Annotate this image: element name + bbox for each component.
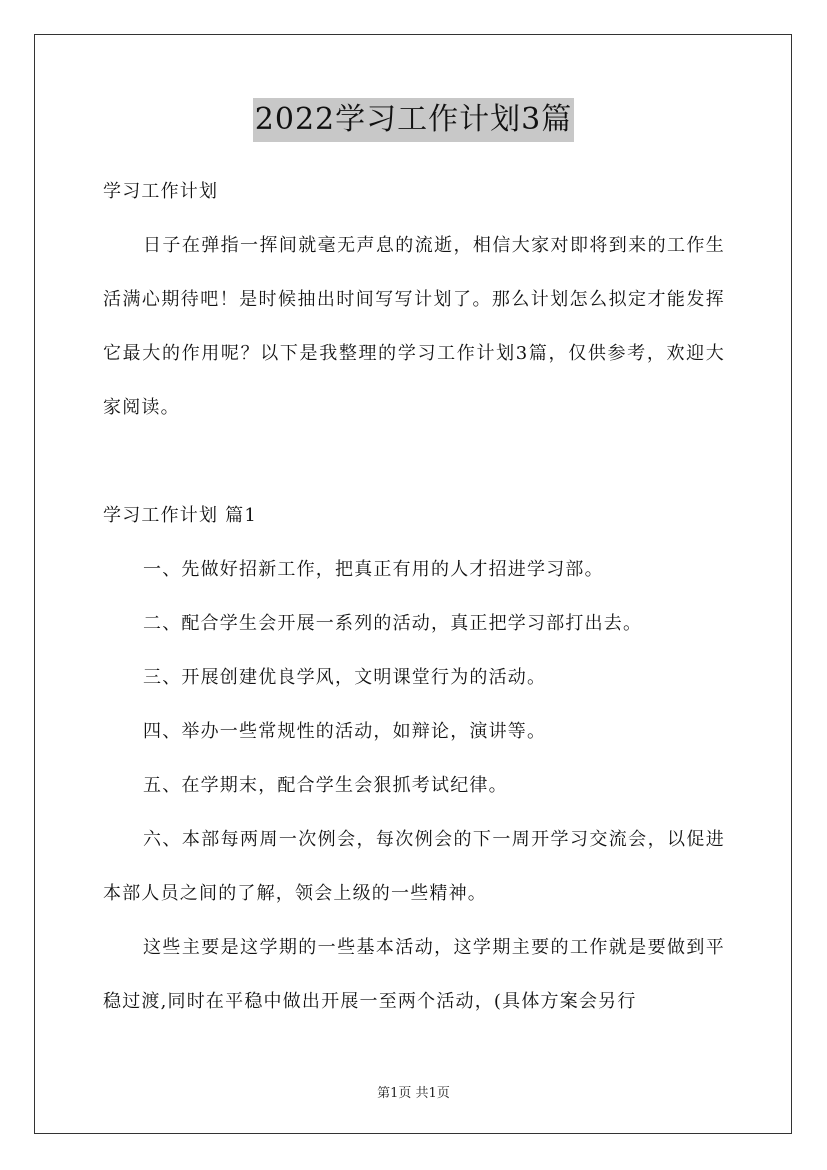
intro-paragraph: 日子在弹指一挥间就毫无声息的流逝，相信大家对即将到来的工作生活满心期待吧！是时候抽出时间写写计划了。那么计划怎么拟定才能发挥它最大的作用呢？以下是我整理的学习工作计划3篇，仅供参考，欢迎大家阅读。 xyxy=(103,235,725,418)
page-footer: 第1页 共1页 xyxy=(377,1086,450,1101)
list-item: 二、配合学生会开展一系列的活动，真正把学习部打出去。 xyxy=(143,613,643,634)
list-item: 四、举办一些常规性的活动，如辩论，演讲等。 xyxy=(143,721,547,742)
list-item: 六、本部每两周一次例会，每次例会的下一周开学习交流会，以促进本部人员之间的了解，领会上级的一些精神。 xyxy=(103,829,725,904)
document-body xyxy=(103,165,725,1029)
list-item: 五、在学期末，配合学生会狠抓考试纪律。 xyxy=(143,775,508,796)
document-title: 2022学习工作计划3篇 xyxy=(253,98,574,142)
list-item: 三、开展创建优良学风，文明课堂行为的活动。 xyxy=(143,667,547,688)
section-heading: 学习工作计划 xyxy=(103,181,219,202)
blank-line xyxy=(103,435,725,489)
title-container xyxy=(0,98,827,142)
part1-heading: 学习工作计划 篇1 xyxy=(103,505,257,526)
closing-paragraph: 这些主要是这学期的一些基本活动，这学期主要的工作就是要做到平稳过渡,同时在平稳中做出开展一至两个活动，(具体方案会另行 xyxy=(103,937,725,1012)
list-item: 一、先做好招新工作，把真正有用的人才招进学习部。 xyxy=(143,559,604,580)
